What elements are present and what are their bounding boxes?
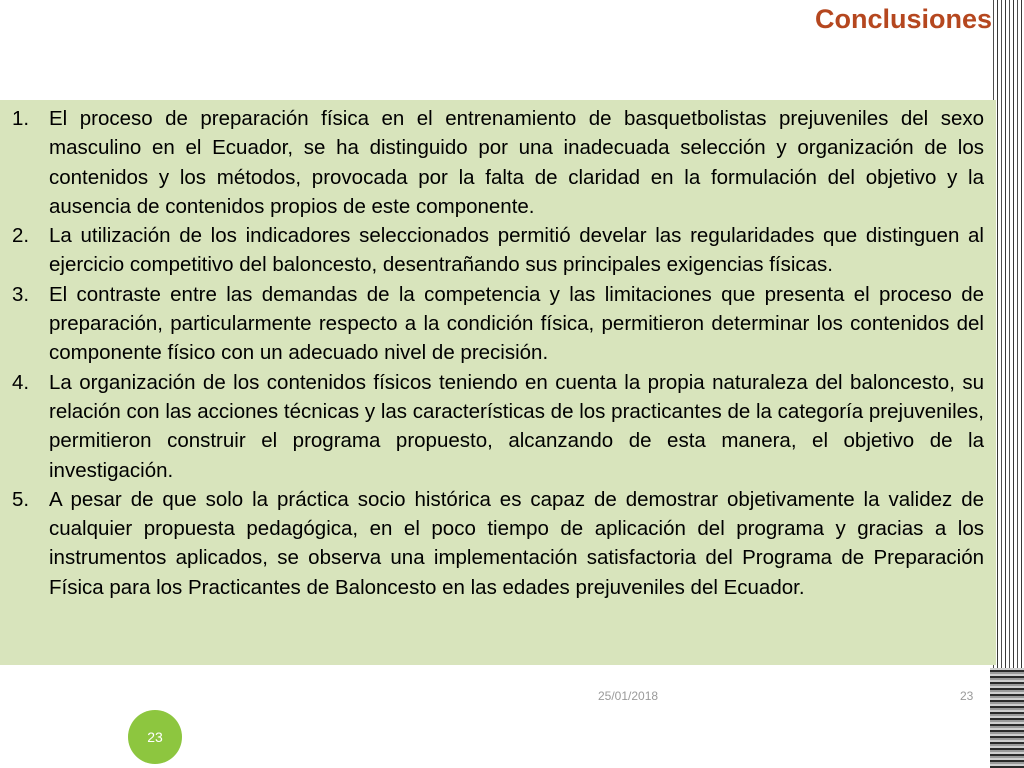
item-number: 2. [12,224,30,248]
list-item [0,280,984,368]
conclusions-box [0,100,996,665]
item-number: 4. [12,370,30,394]
slide-title: Conclusiones [814,4,992,34]
item-text: La utilización de los indicadores seleccionados permitió develar las regularidades que distinguen al ejercicio competitivo del baloncesto, desentrañando sus principales exigencias físicas. [49,224,984,277]
item-number: 3. [12,282,30,306]
conclusions-list [0,104,984,602]
footer-date: 25/01/2018 [598,689,659,703]
list-item [0,368,984,485]
item-text: El proceso de preparación física en el entrenamiento de basquetbolistas prejuveniles del sexo masculino en el Ecuador, se ha distinguido por una inadecuada selección y organización de los contenidos y los métodos, provocada por la falta de claridad en la formulación del objetivo y la ausencia de contenidos propios de este componente. [49,107,984,218]
item-text: La organización de los contenidos físicos teniendo en cuenta la propia naturaleza del baloncesto, su relación con las acciones técnicas y las características de los practicantes de la categoría prejuveniles, permitieron construir el programa propuesto, alcanzando de esta manera, el objetivo de la investigación. [49,370,984,482]
footer-page-number: 23 [960,689,974,703]
list-item [0,104,984,221]
right-edge-decoration-bottom [990,668,1024,768]
item-number: 5. [12,487,30,511]
list-item [0,221,984,280]
item-text: El contraste entre las demandas de la competencia y las limitaciones que presenta el proceso de preparación, particularmente respecto a la condición física, permitieron determinar los contenidos del componente físico con un adecuado nivel de precisión. [49,282,984,365]
slide-number-badge: 23 [128,710,182,764]
item-text: A pesar de que solo la práctica socio histórica es capaz de demostrar objetivamente la validez de cualquier propuesta pedagógica, en el poco tiempo de aplicación del programa y gracias a los instrumentos aplicados, se observa una implementación satisfactoria del Programa de Preparación Física para los Practicantes de Baloncesto en las edades prejuveniles del Ecuador. [49,487,984,599]
item-number: 1. [12,107,30,130]
list-item [0,485,984,602]
